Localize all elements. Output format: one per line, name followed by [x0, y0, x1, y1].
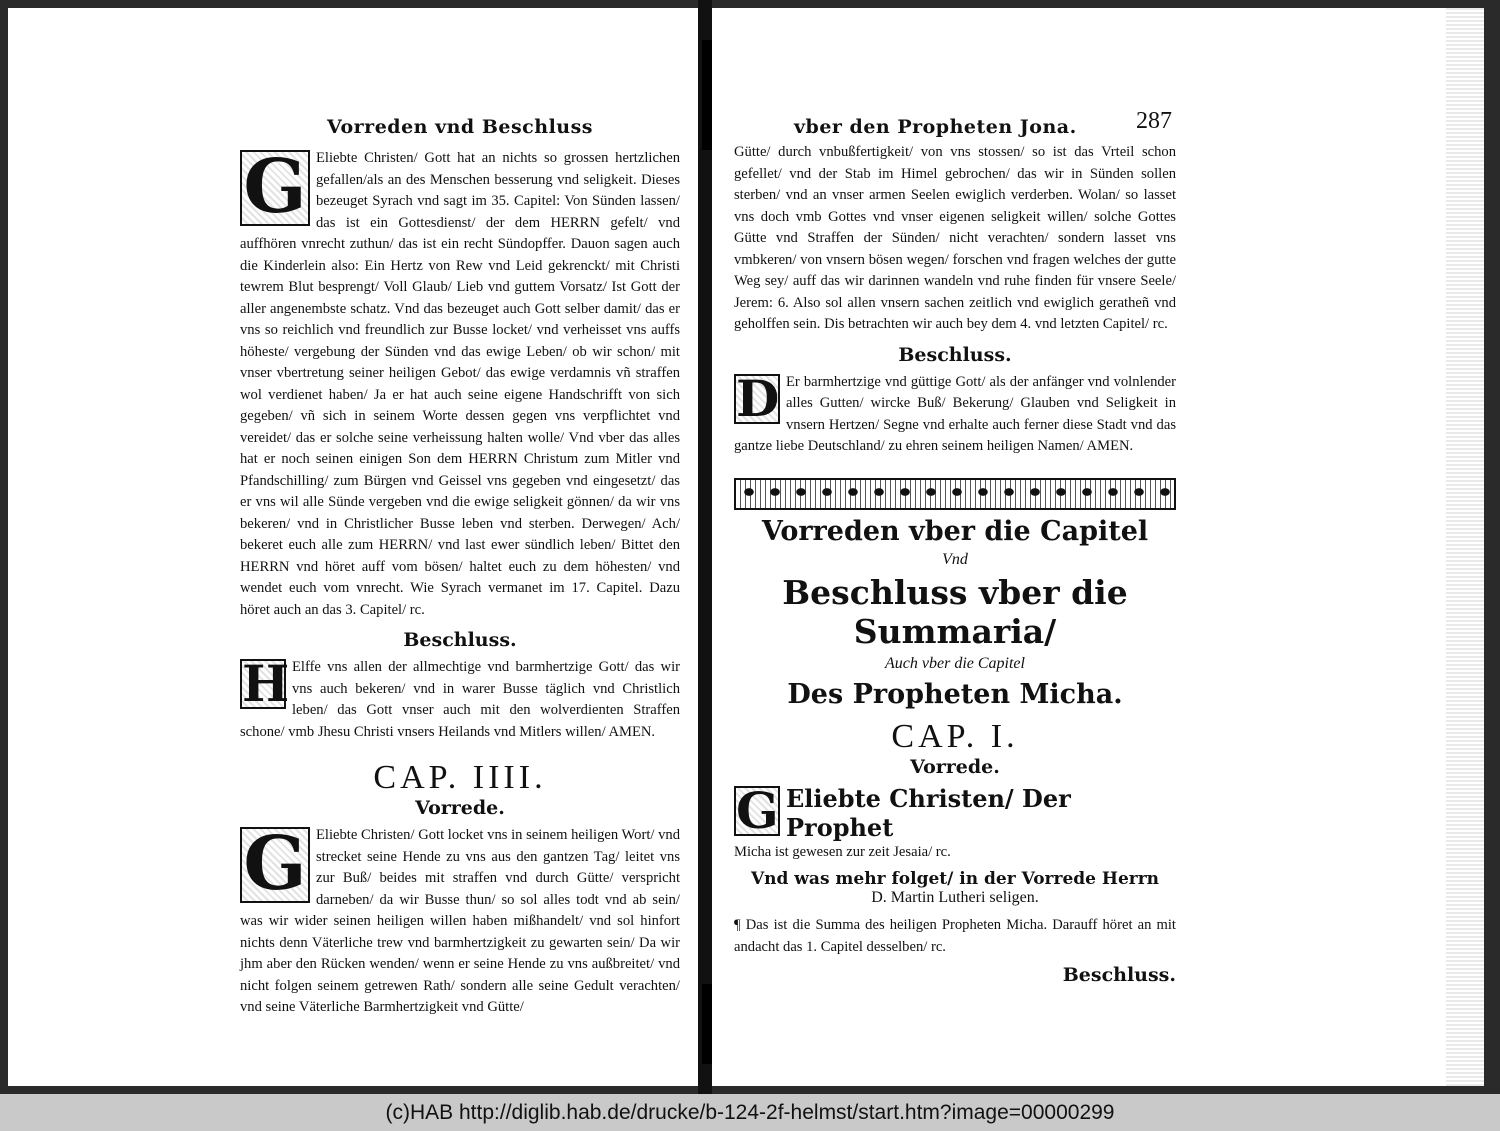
right-vorrede-line2: Micha ist gewesen zur zeit Jesaia/ rc. — [734, 843, 951, 860]
left-vorrede-text: Eliebte Christen/ Gott locket vns in seinem heiligen Wort/ vnd strecket seine Hende zu vns aus den gantzen Tag/ leitet vns zur Buß/ beides mit straffen vnd durch Gütte/ verspricht darneben/ da wir Busse thun/ so sol alles todt vnd ab sein/ was wir wider seinen heiligen willen haben mißhandelt/ vnd sol hinfort nichts denn Väterliche trew vnd barmhertzigkeit zu gewarten sein/ Da wir jhm aber den Rücken wenden/ wenn er seine Hende zu vns außbreitet/ vnd nicht folgen seinem getrewen Rath/ sondern alle seine Gedult verachten/ vnd seine Väterliche Barmhertzigkeit vnd Gütte/ — [240, 827, 680, 1015]
right-vorrede-line3: Vnd was mehr folget/ in der Vorrede Herrn — [750, 869, 1160, 889]
left-beschluss-title: Beschluss. — [403, 629, 517, 651]
right-vorrede-title: Vorrede. — [910, 755, 1000, 778]
right-beschluss-paragraph — [734, 368, 1176, 458]
right-vorrede-block — [734, 784, 1176, 864]
left-chapter-title: CAP. IIII. — [373, 759, 547, 796]
right-chapter-title: CAP. I. — [891, 717, 1019, 755]
title-vnd: Vnd — [942, 550, 968, 568]
dropcap-initial: D — [736, 368, 780, 428]
right-page — [712, 8, 1484, 1086]
right-running-head: vber den Propheten Jona. — [794, 116, 1077, 138]
right-header — [734, 108, 1176, 138]
left-running-head: Vorreden vnd Beschluss — [327, 116, 593, 138]
right-continuation-paragraph — [734, 142, 1176, 336]
credit-footer — [0, 1094, 1500, 1131]
right-vorrede-line4: D. Martin Lutheri seligen. — [871, 889, 1039, 906]
right-summary-text: ¶ Das ist die Summa des heiligen Propheten Micha. Darauff höret an mit andacht das 1. Capitel desselben/ rc. — [734, 917, 1176, 955]
title-line-2: Beschluss vber die Summaria/ — [782, 572, 1128, 651]
dropcap-initial: G — [240, 150, 310, 226]
left-page — [8, 8, 698, 1086]
dropcap-initial: G — [240, 827, 310, 903]
credit-text: (c)HAB http://diglib.hab.de/drucke/b-124-2f-helmst/start.htm?image=00000299 — [385, 1100, 1115, 1124]
catchword: Beschluss. — [1062, 964, 1176, 986]
right-summary-paragraph — [734, 915, 1176, 958]
title-line-4: Des Propheten Micha. — [787, 678, 1123, 710]
dropcap-initial: G — [736, 783, 779, 840]
left-beschluss-text: Elffe vns allen der allmechtige vnd barmhertzige Gott/ das wir vns auch bekeren/ vnd in warer Busse täglich vnd Christlich leben/ das Gott vnser auch mit den wolverdienten Straffen schone/ vmb Jhesu Christi vnsers Heilands vnd Mitlers willen/ AMEN. — [240, 659, 680, 740]
title-line-1: Vorreden vber die Capitel — [761, 515, 1149, 547]
left-vorrede-paragraph — [240, 821, 680, 1019]
page-edge — [1446, 8, 1484, 1086]
right-beschluss-text: Er barmhertzige vnd güttige Gott/ als der anfänger vnd volnlender alles Gutten/ wircke Buß/ Bekerung/ Glauben vnd Seligkeit in vnsern Hertzen/ Segne vnd erhalte auch ferner diese Stadt vnd das gantze liebe Deutschland/ zu ehren seinem heiligen Namen/ AMEN. — [734, 373, 1176, 454]
right-page-content — [734, 108, 1176, 992]
left-page-content — [240, 116, 680, 1019]
left-intro-paragraph — [240, 144, 680, 621]
right-beschluss-title: Beschluss. — [898, 343, 1012, 366]
page-number: 287 — [1136, 108, 1172, 134]
book-gutter — [698, 0, 712, 1094]
dropcap-initial: H — [242, 654, 290, 713]
right-continuation-text: Gütte/ durch vnbußfertigkeit/ von vns stossen/ so ist das Vrteil schon gefellet/ vnd der Stab im Himel gebrochen/ das wir in Sünden sollen sterben/ vnd an vnser armen Seelen ewiglich verderben. Wolan/ so lasset vns doch vmb Gottes vnd vnser eigenen seligkeit willen/ solche Gottes Gütte vnd Straffen der Sünden/ nicht verachten/ sondern lasset vns vmbkeren/ von vnsern bösen wegen/ forschen vnd fragen welches der gutte Weg sey/ auff das wir darinnen wandeln vnd ruhe finden für vnsere Seele/ Jerem: 6. Also sol allen vnsern sachen zeitlich vnd ewiglich geratheñ vnd geholffen sein. Dis betrachten wir auch bey dem 4. vnd letzten Capitel/ rc. — [734, 144, 1176, 332]
title-line-3: Auch vber die Capitel — [885, 654, 1025, 672]
left-intro-text: Eliebte Christen/ Gott hat an nichts so grossen hertzlichen gefallen/als an des Menschen besserung vnd seligkeit. Dieses bezeuget Syrach vnd sagt im 35. Capitel: Von Sünden lassen/ das ist ein Gottesdienst/ der dem HERRN gefelt/ vnd auffhören vnrecht zuthun/ das ist ein recht Sündopffer. Dauon sagen auch die Kinderlein also: Ein Hertz von Rew vnd Leid gekrenckt/ mit Christi tewrem Blut besprengt/ Voll Glaub/ Lieb vnd guttem Vorsatz/ Ist Gott der aller angenembste schatz. Vnd das bezeuget auch Gott selber damit/ das er vns so reichlich vnd freundlich zur Busse locket/ vnd verheisset vns auffs höheste/ vergebung der Sünden vnd das ewige Leben/ ob wir schon/ mit vnser vbertretung seiner heiligen Gebot/ das ewige verdamnis vñ straffen wol verdienet haben/ Ja er hat auch seine eigene Handschrifft von sich gegeben/ vñ sich in seinem Worte dessen gegen vns verpflichtet vnd vereidet/ das er solche seine verheissung halten wolle/ Vnd vber das alles hat er noch seinen einigen Son dem HERRN Christum zum Mitler vnd Pfandschilling/ zum Bürgen vnd Geissel vns gegeben vnd eingesetzt/ das er vns wil alle Sünde vergeben vnd die ewige seligkeit gönnen/ da wir vns bekeren/ vnd in Christlicher Busse leben vnd sterben. Derwegen/ Ach/ bekeret euch alle zum HERRN/ vnd last ewer sündlich leben/ Bittet den HERRN vnd höret auff vom bösen/ haltet euch zu dem höhesten/ vnd wendet euch vom vnrecht. Wie Syrach vermanet im 17. Capitel. Dazu höret auch an das 3. Capitel/ rc. — [240, 150, 680, 618]
ornament-band — [734, 478, 1176, 510]
left-vorrede-title: Vorrede. — [415, 797, 505, 819]
left-beschluss-paragraph — [240, 654, 680, 743]
right-vorrede-opening: Eliebte Christen/ Der Prophet — [786, 783, 1071, 842]
